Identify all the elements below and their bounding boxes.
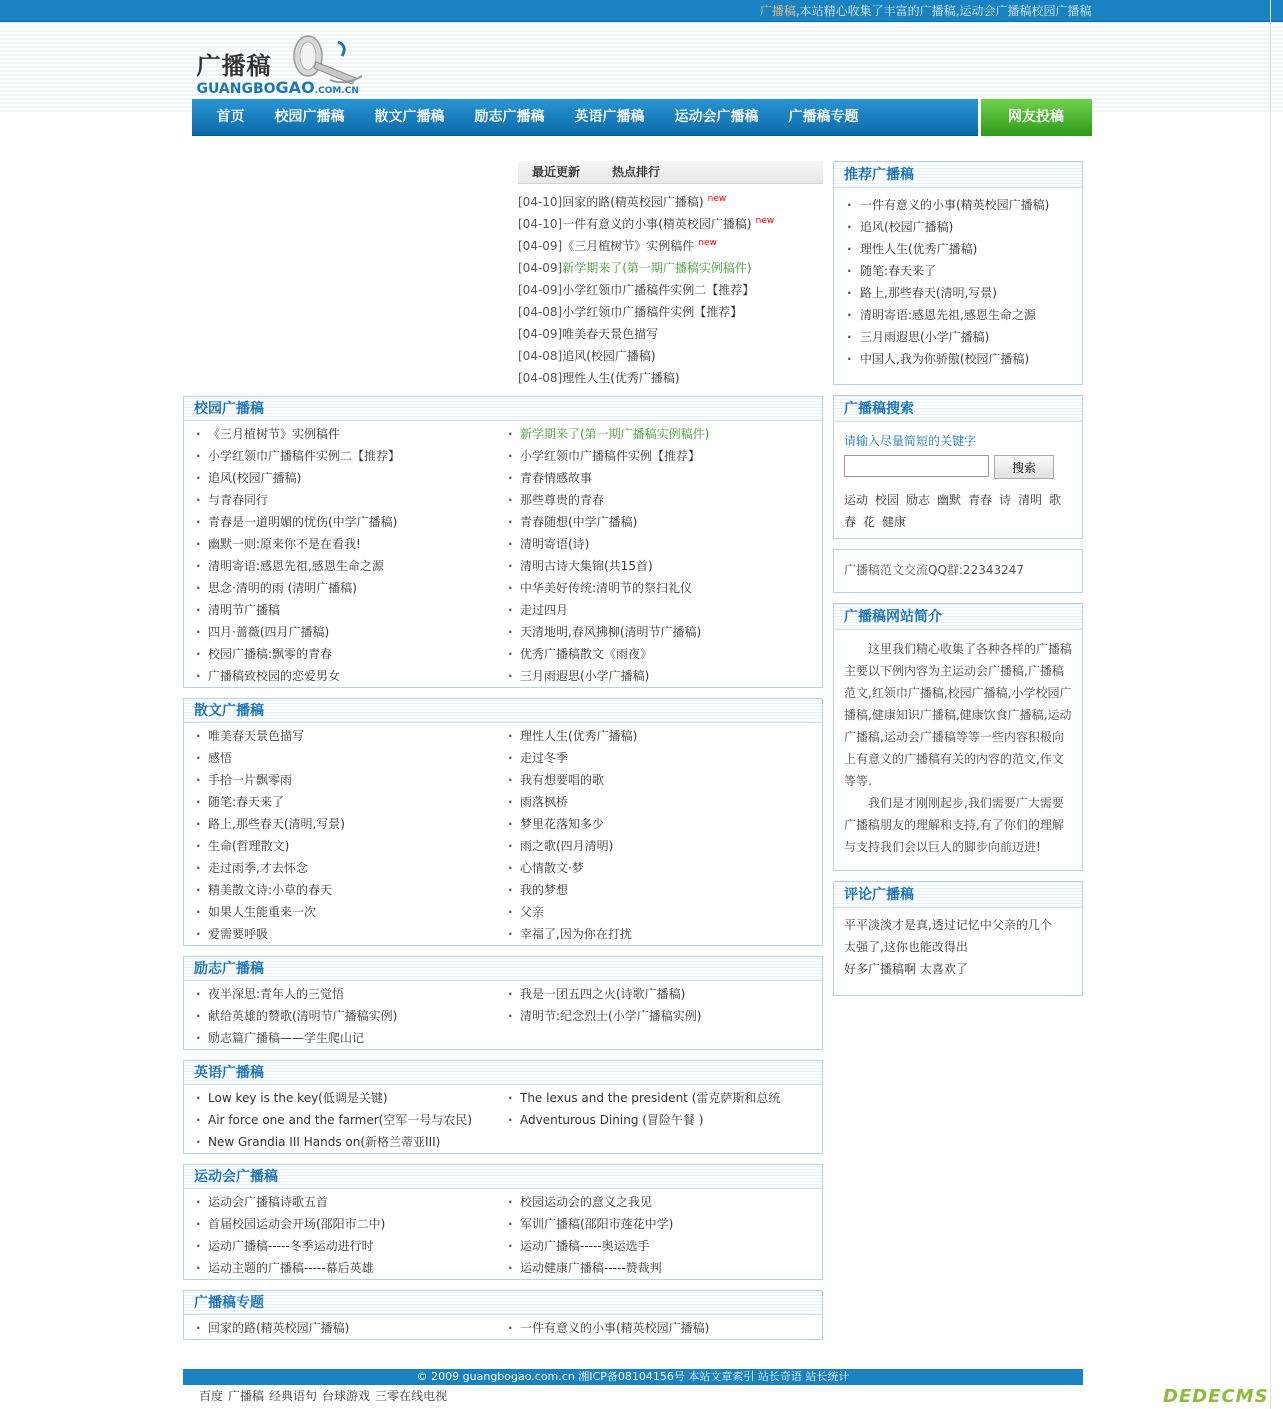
latest-date: [04-08] bbox=[518, 305, 563, 319]
comments-list bbox=[834, 908, 1082, 988]
list-item[interactable]: · 那些尊贵的青春 bbox=[496, 489, 808, 511]
search-tag[interactable]: 校园 bbox=[875, 493, 900, 507]
section-list bbox=[184, 981, 822, 1049]
intro-title: 广播稿网站简介 bbox=[834, 604, 1082, 630]
site-logo[interactable] bbox=[194, 28, 384, 98]
search-tags bbox=[844, 489, 1072, 533]
latest-link[interactable]: 理性人生(优秀广播稿) bbox=[562, 371, 680, 385]
recommend-item[interactable]: · 清明寄语:感恩先祖,感恩生命之源 bbox=[834, 304, 1082, 326]
search-input[interactable] bbox=[844, 455, 989, 477]
list-item[interactable]: · 校园运动会的意义之我见 bbox=[496, 1191, 808, 1213]
section-title[interactable]: 广播稿专题 bbox=[184, 1291, 822, 1315]
latest-link[interactable]: 唯美春天景色描写 bbox=[562, 327, 659, 341]
latest-item bbox=[518, 213, 823, 235]
latest-link[interactable]: 追风(校园广播稿) bbox=[562, 349, 656, 363]
search-box bbox=[833, 395, 1083, 539]
list-item[interactable]: · 青春情感故事 bbox=[496, 467, 808, 489]
search-tag[interactable]: 幽默 bbox=[937, 493, 962, 507]
list-item[interactable]: · 走过四月 bbox=[496, 599, 808, 621]
search-tag[interactable]: 清明 bbox=[1018, 493, 1043, 507]
list-item[interactable]: · 感悟 bbox=[184, 747, 496, 769]
section-inspire bbox=[183, 956, 823, 1050]
list-item[interactable]: · 我是一团五四之火(诗歌广播稿) bbox=[496, 983, 808, 1005]
latest-item bbox=[518, 367, 823, 389]
friend-link[interactable]: 三零在线电视 bbox=[375, 1389, 448, 1403]
list-item[interactable]: · The lexus and the president (雷克萨斯和总统 bbox=[496, 1087, 808, 1109]
list-item[interactable]: · 生命(哲理散文) bbox=[184, 835, 496, 857]
list-item[interactable]: · 理性人生(优秀广播稿) bbox=[496, 725, 808, 747]
recommend-item[interactable]: · 一件有意义的小事(精英校园广播稿) bbox=[834, 194, 1082, 216]
list-item[interactable]: · 梦里花落知多少 bbox=[496, 813, 808, 835]
logo-cn-text: 广播稿 bbox=[196, 52, 272, 80]
section-sports bbox=[183, 1164, 823, 1280]
list-item[interactable]: · 爱需要呼吸 bbox=[184, 923, 496, 945]
list-item[interactable]: · 心情散文·梦 bbox=[496, 857, 808, 879]
nav-prose[interactable]: 散文广播稿 bbox=[374, 109, 445, 125]
section-list bbox=[184, 723, 822, 945]
list-item[interactable]: · 青春随想(中学广播稿) bbox=[496, 511, 808, 533]
list-item[interactable]: · 雨落枫桥 bbox=[496, 791, 808, 813]
section-title[interactable]: 英语广播稿 bbox=[184, 1061, 822, 1085]
list-item[interactable]: · 随笔:春天来了 bbox=[184, 791, 496, 813]
submit-article-button[interactable]: 网友投稿 bbox=[978, 99, 1092, 136]
new-badge: new bbox=[698, 238, 717, 248]
friend-link[interactable]: 广播稿 bbox=[228, 1389, 265, 1403]
nav-english[interactable]: 英语广播稿 bbox=[574, 109, 645, 125]
recommend-title[interactable]: 推荐广播稿 bbox=[834, 162, 1082, 188]
list-item[interactable]: · 清明节广播稿 bbox=[184, 599, 496, 621]
list-item[interactable]: · 运动主题的广播稿-----幕后英雄 bbox=[184, 1257, 496, 1279]
search-tag[interactable]: 歌 bbox=[1049, 493, 1062, 507]
section-title[interactable]: 励志广播稿 bbox=[184, 957, 822, 981]
list-item[interactable]: · 我的梦想 bbox=[496, 879, 808, 901]
recommend-box bbox=[833, 161, 1083, 385]
latest-link[interactable]: 小学红领巾广播稿件实例【推荐】 bbox=[562, 305, 743, 319]
list-item[interactable]: · 夜半深思:青年人的三觉悟 bbox=[184, 983, 496, 1005]
section-title[interactable]: 运动会广播稿 bbox=[184, 1165, 822, 1189]
top-bar bbox=[0, 0, 1283, 22]
new-badge: new bbox=[755, 216, 775, 226]
latest-date: [04-10] bbox=[518, 217, 563, 231]
list-item[interactable]: · 追风(校园广播稿) bbox=[184, 467, 496, 489]
list-item[interactable]: · 小学红领巾广播稿件实例二【推荐】 bbox=[184, 445, 496, 467]
recommend-item[interactable]: · 追风(校园广播稿) bbox=[834, 216, 1082, 238]
search-tag[interactable]: 励志 bbox=[906, 493, 931, 507]
section-list bbox=[184, 1315, 822, 1339]
dedecms-logo: DEDECMS bbox=[1163, 1386, 1269, 1407]
list-item[interactable]: · 幸福了,因为你在打扰 bbox=[496, 923, 808, 945]
tab-latest[interactable]: 最近更新 bbox=[532, 165, 581, 179]
section-campus bbox=[183, 396, 823, 688]
latest-date: [04-09] bbox=[518, 261, 563, 275]
recommend-item[interactable]: · 随笔:春天来了 bbox=[834, 260, 1082, 282]
section-list bbox=[184, 1085, 822, 1153]
friend-link[interactable]: 百度 bbox=[199, 1389, 224, 1403]
section-list bbox=[184, 1189, 822, 1279]
list-item[interactable]: · 新学期来了(第一期广播稿实例稿件) bbox=[496, 423, 808, 445]
comment-item[interactable]: 好多广播稿啊 太喜欢了 bbox=[844, 962, 968, 976]
list-item[interactable]: · 中华美好传统:清明节的祭扫礼仪 bbox=[496, 577, 808, 599]
latest-tabs bbox=[518, 161, 823, 184]
latest-link[interactable]: 回家的路(精英校园广播稿) bbox=[562, 195, 704, 209]
latest-list bbox=[518, 191, 823, 389]
list-item[interactable]: · 清明古诗大集锦(共15首) bbox=[496, 555, 808, 577]
list-item[interactable]: · Low key is the key(低调是关键) bbox=[184, 1087, 496, 1109]
nav-home[interactable]: 首页 bbox=[216, 109, 245, 125]
list-item[interactable]: · 运动健康广播稿-----赞裁判 bbox=[496, 1257, 808, 1279]
list-item[interactable]: · 三月雨遐思(小学广播稿) bbox=[496, 665, 808, 687]
list-item[interactable]: · 四月·蔷薇(四月广播稿) bbox=[184, 621, 496, 643]
list-item[interactable]: · 路上,那些春天(清明,写景) bbox=[184, 813, 496, 835]
search-button[interactable]: 搜索 bbox=[994, 455, 1054, 479]
list-item[interactable]: · Air force one and the farmer(空军一号与农民) bbox=[184, 1109, 496, 1131]
latest-link[interactable]: 《三月植树节》实例稿件 bbox=[562, 239, 695, 253]
list-item[interactable]: · 如果人生能重来一次 bbox=[184, 901, 496, 923]
latest-date: [04-08] bbox=[518, 371, 563, 385]
list-item[interactable]: · 走过冬季 bbox=[496, 747, 808, 769]
search-title: 广播稿搜索 bbox=[834, 396, 1082, 422]
latest-date: [04-09] bbox=[518, 283, 563, 297]
list-item[interactable]: · 唯美春天景色描写 bbox=[184, 725, 496, 747]
search-tag[interactable]: 运动 bbox=[844, 493, 869, 507]
latest-link[interactable]: 小学红领巾广播稿件实例二【推荐】 bbox=[562, 283, 755, 297]
nav-sports[interactable]: 运动会广播稿 bbox=[674, 109, 759, 125]
list-item[interactable]: · 父亲 bbox=[496, 901, 808, 923]
list-item[interactable]: · 青春是一道明媚的忧伤(中学广播稿) bbox=[184, 511, 496, 533]
section-prose bbox=[183, 698, 823, 946]
list-item[interactable]: · 广播稿致校园的恋爱男女 bbox=[184, 665, 496, 687]
latest-link[interactable]: 新学期来了(第一期广播稿实例稿件) bbox=[562, 261, 752, 275]
comments-box bbox=[833, 881, 1083, 996]
list-item[interactable]: · 献给英雄的赞歌(清明节广播稿实例) bbox=[184, 1005, 496, 1027]
section-topics bbox=[183, 1290, 823, 1340]
search-tag[interactable]: 青春 bbox=[968, 493, 993, 507]
recommend-item[interactable]: · 中国人,我为你骄傲(校园广播稿) bbox=[834, 348, 1082, 370]
nav-campus[interactable]: 校园广播稿 bbox=[274, 109, 345, 125]
friend-link[interactable]: 经典语句 bbox=[269, 1389, 318, 1403]
friend-links bbox=[199, 1388, 452, 1404]
intro-box bbox=[833, 603, 1083, 871]
list-item[interactable]: · 手拾一片飘零雨 bbox=[184, 769, 496, 791]
list-item[interactable]: · 军训广播稿(邵阳市莲花中学) bbox=[496, 1213, 808, 1235]
search-tag[interactable]: 诗 bbox=[999, 493, 1012, 507]
latest-date: [04-10] bbox=[518, 195, 563, 209]
latest-date: [04-09] bbox=[518, 239, 563, 253]
search-tag[interactable]: 春 bbox=[844, 515, 857, 529]
list-item[interactable]: · 运动广播稿-----冬季运动进行时 bbox=[184, 1235, 496, 1257]
footer-bar: © 2009 guangbogao.com.cn 湘ICP备08104156号 本站文章索引 站长奇语 站长统计 bbox=[183, 1369, 1083, 1385]
list-item[interactable]: · 与青春同行 bbox=[184, 489, 496, 511]
qq-box bbox=[833, 549, 1083, 593]
list-item[interactable]: · 精美散文诗:小草的春天 bbox=[184, 879, 496, 901]
list-item[interactable]: · 回家的路(精英校园广播稿) bbox=[184, 1317, 496, 1339]
list-item[interactable]: · New Grandia III Hands on(新格兰蒂亚III) bbox=[184, 1131, 496, 1153]
section-list bbox=[184, 421, 822, 687]
intro-paragraph-1: 这里我们精心收集了各种各样的广播稿主要以下例内容为主运动会广播稿,广播稿范文,红领巾广播稿,校园广播稿,小学校园广播稿,健康知识广播稿,健康饮食广播稿,运动广播稿,运动会广播稿等等一些内容积极向上有意义的广播稿有关的内容的范文,作文等等. bbox=[844, 642, 1073, 788]
top-bar-highlight[interactable]: 广播稿 bbox=[759, 4, 796, 18]
list-item[interactable]: · 《三月植树节》实例稿件 bbox=[184, 423, 496, 445]
list-item[interactable]: · 小学红领巾广播稿件实例【推荐】 bbox=[496, 445, 808, 467]
list-item[interactable]: · 一件有意义的小事(精英校园广播稿) bbox=[496, 1317, 808, 1339]
latest-item bbox=[518, 323, 823, 345]
nav-inspire[interactable]: 励志广播稿 bbox=[474, 109, 545, 125]
scrollbar-edge bbox=[1270, 0, 1271, 1409]
section-title[interactable]: 校园广播稿 bbox=[184, 397, 822, 421]
section-english bbox=[183, 1060, 823, 1154]
list-item[interactable]: · 我有想要唱的歌 bbox=[496, 769, 808, 791]
latest-item bbox=[518, 235, 823, 257]
latest-item bbox=[518, 345, 823, 367]
latest-item bbox=[518, 301, 823, 323]
comment-item[interactable]: 太强了,这你也能改得出 bbox=[844, 940, 968, 954]
recommend-item[interactable]: · 理性人生(优秀广播稿) bbox=[834, 238, 1082, 260]
list-item[interactable]: · 走过雨季,才去怀念 bbox=[184, 857, 496, 879]
list-item[interactable]: · 首届校园运动会开场(邵阳市二中) bbox=[184, 1213, 496, 1235]
section-title[interactable]: 散文广播稿 bbox=[184, 699, 822, 723]
latest-item bbox=[518, 279, 823, 301]
comment-item[interactable]: 平平淡淡才是真,透过记忆中父亲的几个 bbox=[844, 918, 1052, 932]
list-item[interactable]: · Adventurous Dining (冒险午餐 ) bbox=[496, 1109, 808, 1131]
comments-title[interactable]: 评论广播稿 bbox=[834, 882, 1082, 908]
logo-en-text: GUANGBOGAO.COM.CN bbox=[196, 78, 359, 97]
latest-item bbox=[518, 257, 823, 279]
intro-paragraph-2: 我们是才刚刚起步,我们需要广大需要广播稿朋友的理解和支持,有了你们的理解与支持我们会以巨人的脚步向前迈进! bbox=[844, 796, 1064, 854]
list-item[interactable]: · 雨之歌(四月清明) bbox=[496, 835, 808, 857]
list-item[interactable]: · 运动会广播稿诗歌五首 bbox=[184, 1191, 496, 1213]
latest-date: [04-08] bbox=[518, 349, 563, 363]
recommend-list bbox=[834, 188, 1082, 374]
main-nav bbox=[192, 99, 1092, 136]
list-item[interactable]: · 幽默一则:原来你不是在看我! bbox=[184, 533, 496, 555]
top-bar-text: ,本站精心收集了丰富的广播稿,运动会广播稿校园广播稿 bbox=[795, 4, 1092, 18]
recommend-item[interactable]: · 三月雨遐思(小学广播稿) bbox=[834, 326, 1082, 348]
list-item[interactable]: · 清明寄语(诗) bbox=[496, 533, 808, 555]
list-item[interactable]: · 天清地明,春风拂柳(清明节广播稿) bbox=[496, 621, 808, 643]
new-badge: new bbox=[707, 194, 727, 204]
list-item[interactable]: · 励志篇广播稿——学生爬山记 bbox=[184, 1027, 496, 1049]
qq-group-text: 广播稿范文交流QQ群:22343247 bbox=[844, 563, 1025, 577]
search-tag[interactable]: 健康 bbox=[882, 515, 907, 529]
recommend-item[interactable]: · 路上,那些春天(清明,写景) bbox=[834, 282, 1082, 304]
list-item[interactable]: · 优秀广播稿散文《雨夜》 bbox=[496, 643, 808, 665]
latest-item bbox=[518, 191, 823, 213]
search-tip: 请输入尽量简短的关键字 bbox=[844, 434, 977, 448]
latest-date: [04-09] bbox=[518, 327, 563, 341]
nav-topics[interactable]: 广播稿专题 bbox=[788, 109, 859, 125]
list-item[interactable]: · 清明节:纪念烈士(小学广播稿实例) bbox=[496, 1005, 808, 1027]
list-item[interactable]: · 清明寄语:感恩先祖,感恩生命之源 bbox=[184, 555, 496, 577]
search-tag[interactable]: 花 bbox=[863, 515, 876, 529]
tab-hot[interactable]: 热点排行 bbox=[612, 165, 661, 179]
list-item[interactable]: · 思念·清明的雨 (清明广播稿) bbox=[184, 577, 496, 599]
latest-link[interactable]: 一件有意义的小事(精英校园广播稿) bbox=[562, 217, 752, 231]
friend-link[interactable]: 台球游戏 bbox=[322, 1389, 371, 1403]
list-item[interactable]: · 运动广播稿-----奥运选手 bbox=[496, 1235, 808, 1257]
list-item[interactable]: · 校园广播稿:飘零的青春 bbox=[184, 643, 496, 665]
